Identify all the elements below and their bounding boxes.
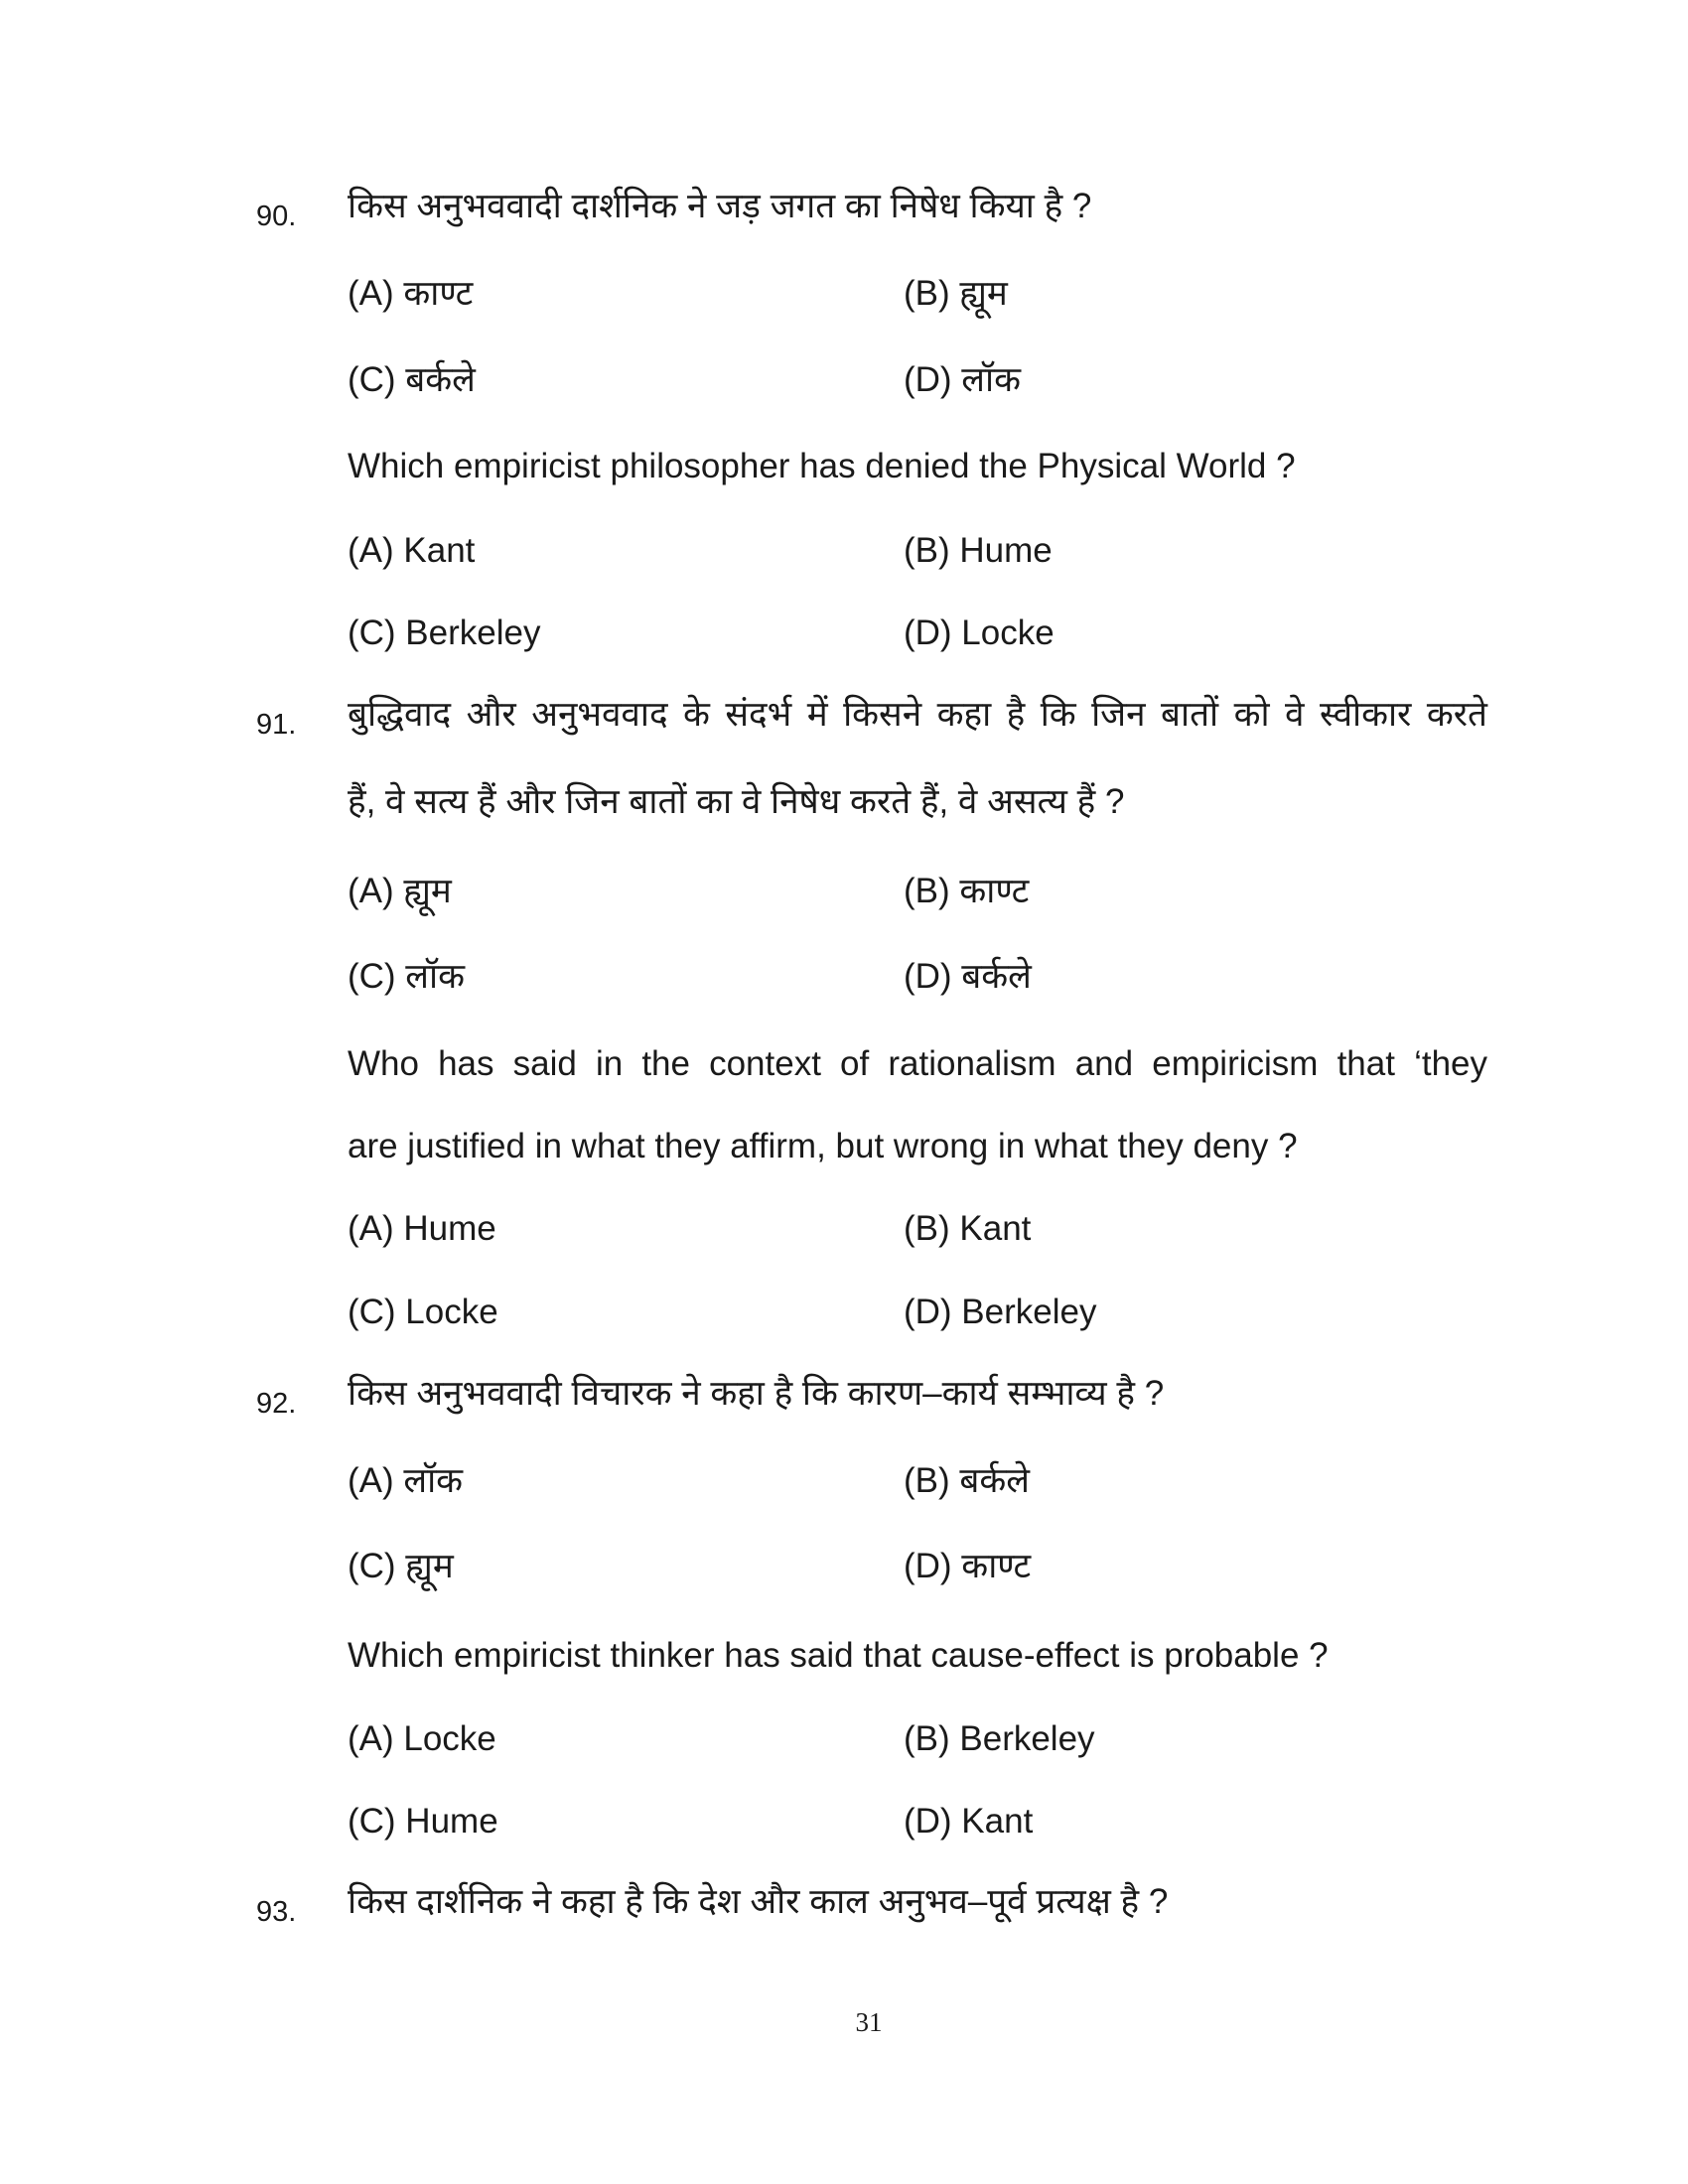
question-92-english-option-d: (D) Kant (904, 1802, 1034, 1841)
question-90-english-option-d: (D) Locke (904, 614, 1055, 652)
question-91-english-option-b: (B) Kant (904, 1209, 1032, 1248)
question-91-english-option-d: (D) Berkeley (904, 1293, 1097, 1331)
question-91-hindi-line-2: हैं, वे सत्य हैं और जिन बातों का वे निषेध करते हैं, वे असत्य हैं ? (348, 782, 1125, 821)
question-90-number: 90. (256, 201, 297, 232)
question-91-english-option-a: (A) Hume (348, 1209, 496, 1248)
question-90-hindi: किस अनुभववादी दार्शनिक ने जड़ जगत का निषेध किया है ? (348, 187, 1092, 225)
question-91-hindi-option-c: (C) लॉक (348, 957, 465, 996)
question-90-hindi-option-d: (D) लॉक (904, 360, 1021, 399)
question-92-hindi-option-a: (A) लॉक (348, 1461, 464, 1500)
question-92-english-option-b: (B) Berkeley (904, 1719, 1095, 1758)
question-92-english-option-c: (C) Hume (348, 1802, 498, 1841)
question-91-number: 91. (256, 709, 297, 741)
page-number: 31 (855, 2007, 883, 2037)
question-91-english-line-2: are justified in what they affirm, but wrong in what they deny ? (348, 1127, 1298, 1165)
question-90-english-option-b: (B) Hume (904, 531, 1053, 570)
question-91-english-line-1: Who has said in the context of rationalism and empiricism that ‘they (348, 1044, 1487, 1083)
question-90-hindi-option-c: (C) बर्कले (348, 360, 476, 399)
question-91-english-option-c: (C) Locke (348, 1293, 498, 1331)
question-92-number: 92. (256, 1388, 297, 1420)
question-92-hindi-option-c: (C) ह्यूम (348, 1547, 454, 1585)
question-92-hindi: किस अनुभववादी विचारक ने कहा है कि कारण–कार्य सम्भाव्य है ? (348, 1374, 1165, 1413)
question-90-english-option-a: (A) Kant (348, 531, 476, 570)
question-90-hindi-option-a: (A) काण्ट (348, 274, 474, 313)
question-92-hindi-option-d: (D) काण्ट (904, 1547, 1032, 1585)
question-91-hindi-option-b: (B) काण्ट (904, 872, 1030, 910)
question-91-hindi-option-d: (D) बर्कले (904, 957, 1032, 996)
question-92-english-option-a: (A) Locke (348, 1719, 496, 1758)
question-91-hindi-option-a: (A) ह्यूम (348, 872, 452, 910)
question-90-hindi-option-b: (B) ह्यूम (904, 274, 1008, 313)
question-90-english: Which empiricist philosopher has denied the Physical World ? (348, 447, 1296, 485)
question-93-number: 93. (256, 1896, 297, 1928)
question-92-hindi-option-b: (B) बर्कले (904, 1461, 1030, 1500)
question-91-hindi-line-1: बुद्धिवाद और अनुभववाद के संदर्भ में किसने कहा है कि जिन बातों को वे स्वीकार करते (348, 695, 1487, 734)
question-90-english-option-c: (C) Berkeley (348, 614, 541, 652)
question-92-english: Which empiricist thinker has said that cause-effect is probable ? (348, 1636, 1329, 1675)
question-93-hindi: किस दार्शनिक ने कहा है कि देश और काल अनुभव–पूर्व प्रत्यक्ष है ? (348, 1882, 1169, 1921)
